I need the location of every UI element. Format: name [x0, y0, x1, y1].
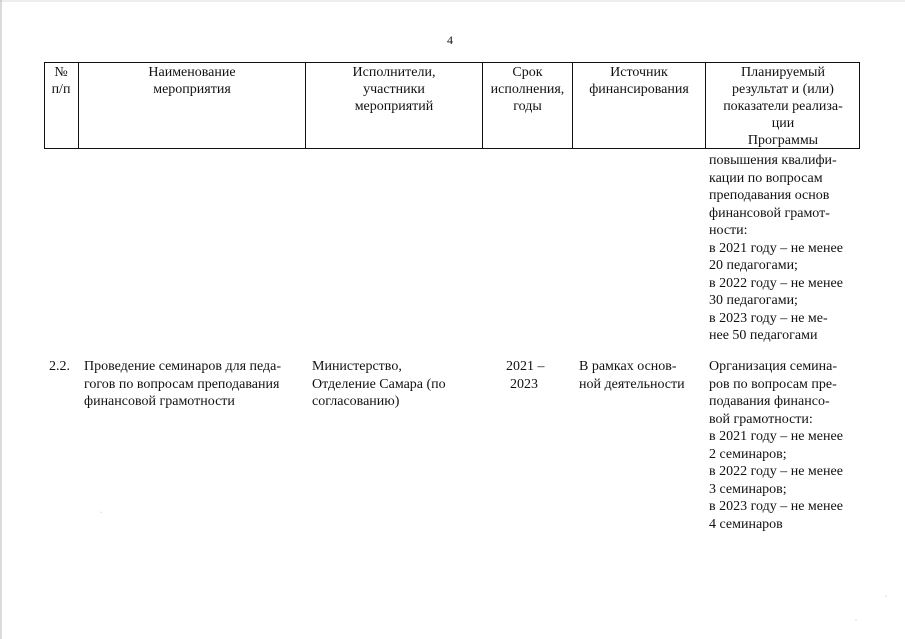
event-name-line: гогов по вопросам преподавания [84, 376, 280, 392]
row-number: 2.2. [49, 359, 70, 374]
continuation-line: 30 педагогами; [709, 293, 798, 308]
continuation-line: преподавания основ [709, 188, 830, 203]
planned-result-line: в 2023 году – не менее [709, 499, 843, 514]
term-line: 2023 [510, 376, 538, 392]
planned-result-line: 2 семинаров; [709, 446, 787, 462]
event-name-line: финансовой грамотности [84, 394, 235, 409]
planned-result-line: 3 семинаров; [709, 481, 787, 497]
planned-result-line: 4 семинаров [709, 516, 783, 532]
scan-edge-top [0, 0, 905, 2]
header-event-name: Наименование мероприятия [148, 65, 236, 97]
executors-line: Отделение Самара (по [312, 376, 446, 392]
scan-edge-left [0, 0, 2, 639]
continuation-line: ности: [709, 223, 748, 238]
planned-result-line: Организация семина- [709, 359, 838, 374]
continuation-line: кации по вопросам [709, 170, 823, 186]
header-term: Срок исполнения, годы [490, 65, 565, 114]
term-line: 2021 – [506, 359, 545, 374]
continuation-line: повышения квалифи- [709, 153, 837, 168]
continuation-line: финансовой грамот- [709, 205, 830, 221]
funding-source-line: ной деятельности [579, 376, 685, 392]
header-funding-source: Источник финансирования [589, 65, 689, 97]
page-number: 4 [447, 33, 453, 47]
scan-speck: · [885, 594, 887, 600]
continuation-line: в 2021 году – не менее [709, 240, 843, 256]
executors-line: Министерство, [312, 359, 402, 374]
header-planned-result: Планируемый результат и (или) показатели реализа- ции Программы [723, 65, 843, 148]
executors-line: согласованию) [312, 394, 400, 409]
event-name-line: Проведение семинаров для педа- [84, 359, 282, 374]
funding-source-line: В рамках основ- [579, 359, 677, 374]
planned-result-line: подавания финансо- [709, 394, 830, 409]
scan-speck: · [855, 618, 857, 624]
planned-result-line: в 2022 году – не менее [709, 464, 843, 479]
scan-speck: · [100, 510, 102, 516]
continuation-line: нее 50 педагогами [709, 328, 818, 343]
planned-result-line: ров по вопросам пре- [709, 376, 837, 392]
planned-result-line: вой грамотности: [709, 411, 813, 427]
continuation-line: в 2022 году – не менее [709, 275, 843, 291]
header-executors: Исполнители, участники мероприятий [352, 65, 436, 114]
continuation-line: в 2023 году – не ме- [709, 310, 828, 326]
planned-result-line: в 2021 году – не менее [709, 429, 843, 444]
continuation-line: 20 педагогами; [709, 258, 798, 273]
header-number: № п/п [51, 65, 71, 97]
